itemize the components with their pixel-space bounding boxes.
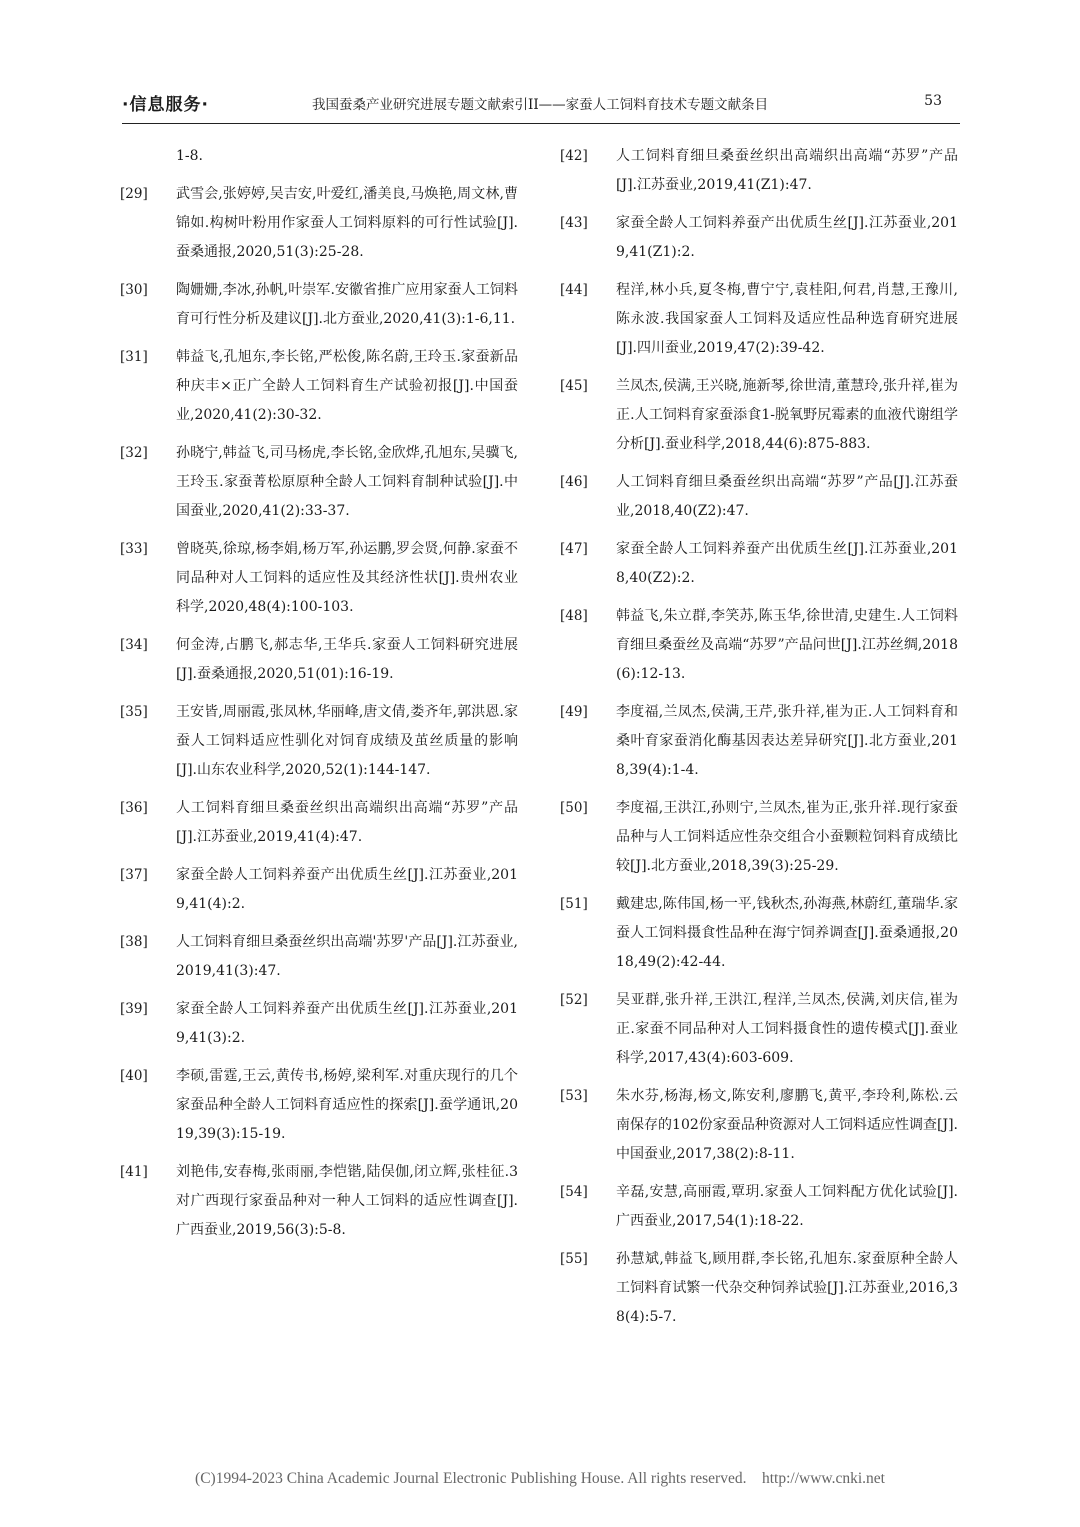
reference-number: [50]	[560, 800, 588, 816]
reference-number: [46]	[560, 474, 588, 490]
running-title: 我国蚕桑产业研究进展专题文献索引II——家蚕人工饲料育技术专题文献条目	[312, 97, 769, 113]
reference-item	[120, 1062, 520, 1149]
reference-number: [41]	[120, 1164, 148, 1180]
left-column	[120, 142, 520, 1254]
reference-number: [44]	[560, 282, 588, 298]
reference-item	[120, 276, 520, 334]
reference-item	[560, 1178, 960, 1236]
reference-text: 曾晓英,徐琼,杨李娟,杨万军,孙运鹏,罗会贤,何静.家蚕不同品种对人工饲料的适应性及其经济性状[J].贵州农业科学,2020,48(4):100-103.	[176, 541, 518, 615]
reference-text: 戴建忠,陈伟国,杨一平,钱秋杰,孙海燕,林蔚红,董瑞华.家蚕人工饲料摄食性品种在海宁饲养调查[J].蚕桑通报,2018,49(2):42-44.	[616, 896, 958, 970]
reference-text: 家蚕全龄人工饲料养蚕产出优质生丝[J].江苏蚕业,2018,40(Z2):2.	[616, 541, 958, 586]
reference-text: 何金涛,占鹏飞,郝志华,王华兵.家蚕人工饲料研究进展[J].蚕桑通报,2020,51(01):16-19.	[176, 637, 518, 682]
page-header	[122, 90, 942, 120]
reference-item	[120, 631, 520, 689]
reference-item	[120, 535, 520, 622]
reference-text: 朱水芬,杨海,杨文,陈安利,廖鹏飞,黄平,李玲利,陈松.云南保存的102份家蚕品种资源对人工饲料适应性调查[J].中国蚕业,2017,38(2):8-11.	[616, 1088, 958, 1162]
reference-number: [33]	[120, 541, 148, 557]
reference-number: [55]	[560, 1251, 588, 1267]
right-reference-list	[560, 142, 960, 1332]
reference-number: [42]	[560, 148, 588, 164]
reference-text: 孙晓宁,韩益飞,司马杨虎,李长铭,金欣烨,孔旭东,吴骥飞,王玲玉.家蚕菁松原原种全龄人工饲料育制种试验[J].中国蚕业,2020,41(2):33-37.	[176, 445, 518, 519]
reference-number: [52]	[560, 992, 588, 1008]
reference-text: 程洋,林小兵,夏冬梅,曹宁宁,袁桂阳,何君,肖慧,王豫川,陈永波.我国家蚕人工饲料及适应性品种选育研究进展[J].四川蚕业,2019,47(2):39-42.	[616, 282, 958, 356]
reference-text: 陶姗姗,李冰,孙帆,叶崇军.安徽省推广应用家蚕人工饲料育可行性分析及建议[J].北方蚕业,2020,41(3):1-6,11.	[176, 282, 518, 327]
reference-number: [34]	[120, 637, 148, 653]
reference-number: [47]	[560, 541, 588, 557]
reference-item	[560, 1082, 960, 1169]
reference-item	[120, 343, 520, 430]
reference-number: [37]	[120, 867, 148, 883]
reference-item	[560, 698, 960, 785]
reference-item	[120, 995, 520, 1053]
reference-item	[560, 1245, 960, 1332]
reference-text: 家蚕全龄人工饲料养蚕产出优质生丝[J].江苏蚕业,2019,41(Z1):2.	[616, 215, 958, 260]
reference-item	[560, 794, 960, 881]
reference-number: [38]	[120, 934, 148, 950]
reference-number: [32]	[120, 445, 148, 461]
reference-item	[560, 986, 960, 1073]
reference-text: 人工饲料育细旦桑蚕丝织出高端“苏罗”产品[J].江苏蚕业,2018,40(Z2):47.	[616, 474, 958, 519]
reference-text: 李度福,兰凤杰,侯满,王芹,张升祥,崔为正.人工饲料育和桑叶育家蚕消化酶基因表达差异研究[J].北方蚕业,2018,39(4):1-4.	[616, 704, 958, 778]
reference-text: 韩益飞,朱立群,李笑苏,陈玉华,徐世清,史建生.人工饲料育细旦桑蚕丝及高端“苏罗”产品问世[J].江苏丝绸,2018(6):12-13.	[616, 608, 958, 682]
reference-text: 李度福,王洪江,孙则宁,兰凤杰,崔为正,张升祥.现行家蚕品种与人工饲料适应性杂交组合小蚕颗粒饲料育成绩比较[J].北方蚕业,2018,39(3):25-29.	[616, 800, 958, 874]
reference-text: 韩益飞,孔旭东,李长铭,严松俊,陈名蔚,王玲玉.家蚕新品种庆丰×正广全龄人工饲料育生产试验初报[J].中国蚕业,2020,41(2):30-32.	[176, 349, 518, 423]
reference-number: [54]	[560, 1184, 588, 1200]
reference-text: 刘艳伟,安春梅,张雨丽,李恺锴,陆俣伽,闭立辉,张桂征.3对广西现行家蚕品种对一种人工饲料的适应性调查[J].广西蚕业,2019,56(3):5-8.	[176, 1164, 518, 1238]
reference-number: [51]	[560, 896, 588, 912]
reference-item	[120, 439, 520, 526]
reference-text: 家蚕全龄人工饲料养蚕产出优质生丝[J].江苏蚕业,2019,41(4):2.	[176, 867, 518, 912]
reference-number: [35]	[120, 704, 148, 720]
reference-item	[120, 794, 520, 852]
reference-text: 辛磊,安慧,高丽霞,覃玥.家蚕人工饲料配方优化试验[J].广西蚕业,2017,54(1):18-22.	[616, 1184, 958, 1229]
reference-text: 孙慧斌,韩益飞,顾用群,李长铭,孔旭东.家蚕原种全龄人工饲料育试繁一代杂交种饲养试验[J].江苏蚕业,2016,38(4):5-7.	[616, 1251, 958, 1325]
reference-item	[560, 209, 960, 267]
reference-item	[560, 276, 960, 363]
reference-number: [43]	[560, 215, 588, 231]
reference-number: [48]	[560, 608, 588, 624]
reference-text: 吴亚群,张升祥,王洪江,程洋,兰凤杰,侯满,刘庆信,崔为正.家蚕不同品种对人工饲料摄食性的遗传模式[J].蚕业科学,2017,43(4):603-609.	[616, 992, 958, 1066]
reference-number: [39]	[120, 1001, 148, 1017]
reference-number: [49]	[560, 704, 588, 720]
reference-item	[120, 861, 520, 919]
reference-item	[560, 468, 960, 526]
reference-number: [29]	[120, 186, 148, 202]
reference-number: [36]	[120, 800, 148, 816]
left-reference-list	[120, 180, 520, 1245]
reference-text: 1-8.	[176, 148, 203, 164]
page-number: 53	[924, 93, 942, 109]
reference-item	[560, 890, 960, 977]
reference-text: 家蚕全龄人工饲料养蚕产出优质生丝[J].江苏蚕业,2019,41(3):2.	[176, 1001, 518, 1046]
reference-item	[560, 535, 960, 593]
reference-item	[120, 698, 520, 785]
reference-item	[120, 180, 520, 267]
reference-number: [30]	[120, 282, 148, 298]
copyright-footer: (C)1994-2023 China Academic Journal Electronic Publishing House. All rights reserved. http://www.cnki.net	[195, 1470, 885, 1487]
reference-number: [53]	[560, 1088, 588, 1104]
reference-text: 兰凤杰,侯满,王兴晓,施新琴,徐世清,董慧玲,张升祥,崔为正.人工饲料育家蚕添食1-脱氧野尻霉素的血液代谢组学分析[J].蚕业科学,2018,44(6):875-883.	[616, 378, 958, 452]
reference-number: [31]	[120, 349, 148, 365]
reference-continuation	[120, 142, 520, 171]
reference-number: [40]	[120, 1068, 148, 1084]
reference-text: 李硕,雷霆,王云,黄传书,杨婷,梁利军.对重庆现行的几个家蚕品种全龄人工饲料育适应性的探索[J].蚕学通讯,2019,39(3):15-19.	[176, 1068, 518, 1142]
reference-item	[560, 142, 960, 200]
reference-text: 人工饲料育细旦桑蚕丝织出高端'苏罗'产品[J].江苏蚕业,2019,41(3):47.	[176, 934, 518, 979]
reference-item	[560, 602, 960, 689]
reference-text: 王安皆,周丽霞,张凤林,华丽峰,唐文倩,娄齐年,郭洪恩.家蚕人工饲料适应性驯化对饲育成绩及茧丝质量的影响[J].山东农业科学,2020,52(1):144-147.	[176, 704, 518, 778]
right-column	[560, 142, 960, 1341]
reference-number: [45]	[560, 378, 588, 394]
header-rule	[122, 123, 960, 124]
reference-item	[120, 928, 520, 986]
reference-text: 人工饲料育细旦桑蚕丝织出高端织出高端“苏罗”产品[J].江苏蚕业,2019,41(Z1):47.	[616, 148, 958, 193]
reference-item	[560, 372, 960, 459]
reference-text: 人工饲料育细旦桑蚕丝织出高端织出高端“苏罗”产品[J].江苏蚕业,2019,41(4):47.	[176, 800, 518, 845]
reference-text: 武雪会,张婷婷,吴吉安,叶爱红,潘美良,马焕艳,周文林,曹锦如.构树叶粉用作家蚕人工饲料原料的可行性试验[J].蚕桑通报,2020,51(3):25-28.	[176, 186, 518, 260]
section-label: ·信息服务·	[122, 95, 209, 115]
reference-item	[120, 1158, 520, 1245]
